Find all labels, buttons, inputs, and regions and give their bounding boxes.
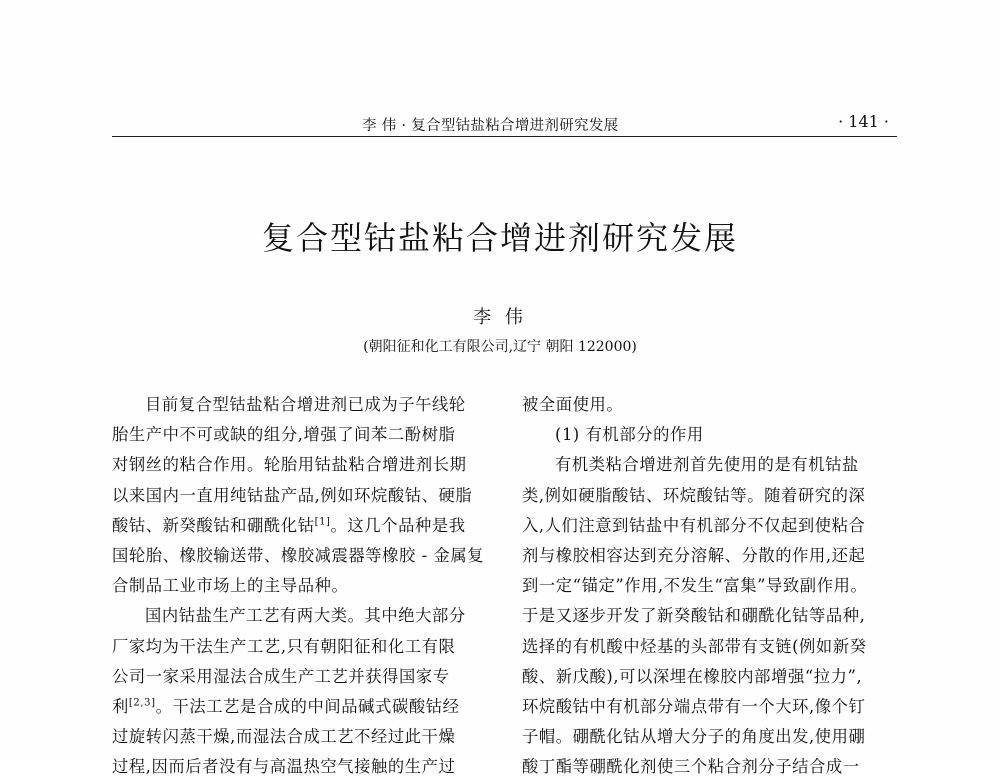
text-line: 国轮胎、橡胶输送带、橡胶减震器等橡胶 - 金属复 (112, 545, 485, 565)
text-line: 类,例如硬脂酸钴、环烷酸钴等。随着研究的深 (522, 485, 866, 505)
right-column (522, 390, 896, 782)
text-line-with-citation (112, 692, 494, 722)
text-line: 对钢丝的粘合作用。轮胎用钴盐粘合增进剂长期 (112, 455, 467, 475)
text-line: 于是又逐步开发了新癸酸钴和硼酰化钴等品种, (522, 606, 866, 626)
text-line: 入,人们注意到钴盐中有机部分不仅起到使粘合 (522, 515, 866, 535)
running-title: 李 伟 · 复合型钴盐粘合增进剂研究发展 (362, 118, 619, 134)
text-line: 有机类粘合增进剂首先使用的是有机钴盐 (555, 455, 859, 475)
text-line: 过旋转闪蒸干燥,而湿法合成工艺不经过此干燥 (112, 727, 456, 747)
text-line: 胎生产中不可或缺的组分,增强了间苯二酚树脂 (112, 425, 456, 445)
text-line: 环烷酸钴中有机部分端点带有一个大环,像个钉 (522, 696, 866, 716)
citation-ref-2-3[interactable]: [2,3] (128, 697, 156, 709)
text-line: 到一定“锚定”作用,不发生“富集”导致副作用。 (522, 576, 868, 596)
text-line: 酸、新戊酸),可以深埋在橡胶内部增强“拉力”, (522, 666, 863, 686)
author-affiliation: (朝阳征和化工有限公司,辽宁 朝阳 122000) (363, 339, 637, 355)
text-segment: 。这几个品种是我 (330, 515, 466, 535)
section-heading: (1) 有机部分的作用 (555, 425, 704, 445)
text-line: 合制品工业市场上的主导品种。 (112, 576, 349, 596)
text-line: 目前复合型钴盐粘合增进剂已成为子午线轮 (145, 395, 466, 414)
text-segment: 利 (112, 696, 129, 716)
text-line: 子帽。硼酰化钴从增大分子的角度出发,使用硼 (522, 727, 866, 747)
citation-ref-1[interactable]: [1] (314, 516, 331, 528)
text-line: 国内钴盐生产工艺有两大类。其中绝大部分 (145, 606, 466, 626)
text-line: 酸丁酯等硼酰化剂使三个粘合剂分子结合成一 (522, 757, 860, 777)
article-title: 复合型钴盐粘合增进剂研究发展 (261, 219, 738, 257)
page-number: · 141 · (838, 112, 889, 131)
text-line: 剂与橡胶相容达到充分溶解、分散的作用,还起 (522, 545, 866, 565)
text-line: 厂家均为干法生产工艺,只有朝阳征和化工有限 (112, 636, 456, 656)
author-name: 李 伟 (473, 307, 527, 328)
text-line: 被全面使用。 (522, 395, 624, 414)
text-line: 过程,因而后者没有与高温热空气接触的生产过 (112, 757, 456, 777)
text-line: 公司一家采用湿法合成生产工艺并获得国家专 (112, 666, 450, 686)
text-line-with-citation (112, 511, 494, 541)
text-segment: 酸钴、新癸酸钴和硼酰化钴 (112, 515, 315, 535)
text-line: 以来国内一直用纯钴盐产品,例如环烷酸钴、硬脂 (112, 485, 473, 505)
running-header (112, 104, 897, 137)
text-segment: 。干法工艺是合成的中间品碱式碳酸钴经 (155, 696, 460, 716)
text-line: 选择的有机酸中烃基的头部带有支链(例如新癸 (522, 636, 867, 656)
left-column (112, 390, 494, 782)
